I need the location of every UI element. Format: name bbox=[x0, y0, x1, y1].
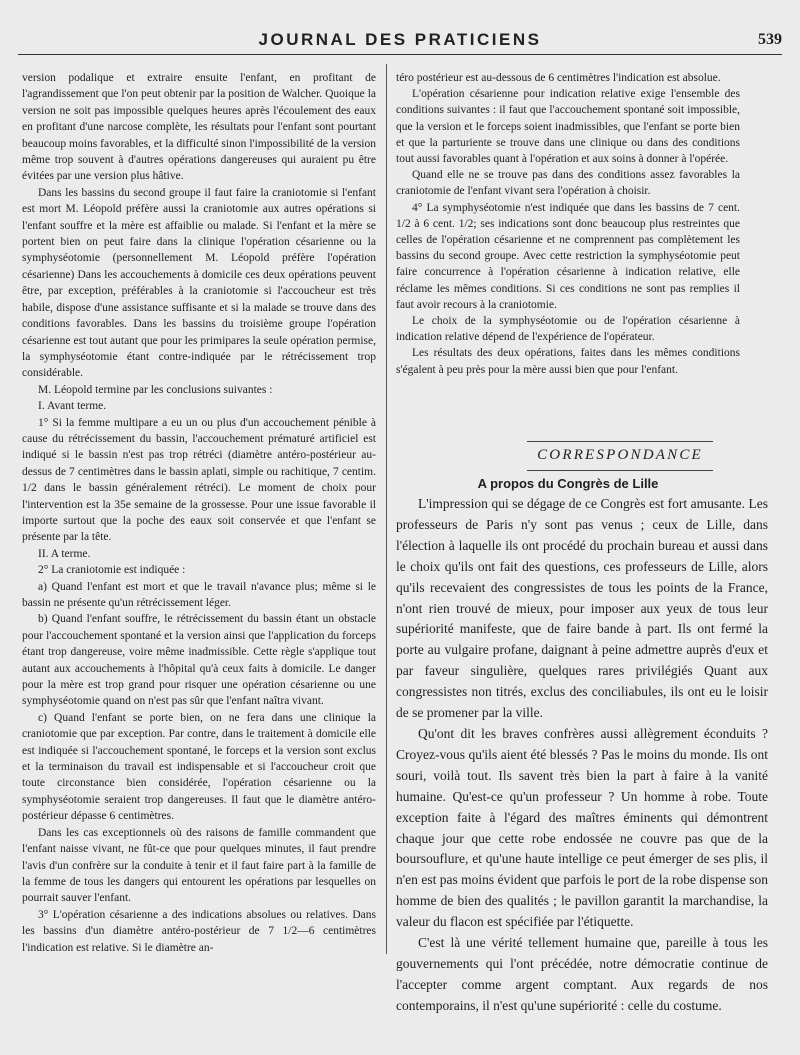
paragraph: 2° La craniotomie est indiquée : bbox=[38, 564, 186, 577]
paragraph: téro postérieur est au-dessous de 6 centimètres l'indication est absolue. bbox=[396, 72, 721, 84]
journal-title: JOURNAL DES PRATICIENS bbox=[258, 30, 542, 49]
paragraph: b) Quand l'enfant souffre, le rétrécissement du bassin étant un obstacle pour l'accouchement spontané et la version ainsi que l'application du forceps étant trop dangereuse, voire même inadmissible. Cette règle s'applique tout autant aux accouchements à l'hôpital qu'à ceux faits à domicile. Le danger pour la mère est trop grand pour risquer une opération césarienne ou une symphyséotomie quand on n'est pas sûr que l'enfant naîtra vivant. bbox=[22, 613, 376, 708]
paragraph: Dans les bassins du second groupe il faut faire la craniotomie si l'enfant est mort M. Léopold préfère aussi la craniotomie aux autres opérations si l'enfant souffre et la mère est affaiblie ou malade. Si l'enfant et la mère se portent bien on peut faire dans la clinique l'opération césarienne ou la symphyséotomie (personnellement M. Léopold préfère l'opération césarienne) Dans les accouchements à domicile ces deux opérations peuvent être, par exception, préférables à la craniotomie si l'accoucheur est très habile, dispose d'une assistance suffisante et si la malade se trouve dans des conditions favorables. Dans les bassins du troisième groupe l'opération césarienne est tout autant que pour les primipares la seule opération permise, la symphyséotomie étant contre-indiquée par le rétrécissement trop considérable. bbox=[22, 186, 376, 380]
paragraph: Qu'ont dit les braves confrères aussi allègrement éconduits ? Croyez-vous qu'ils aient été blessés ? Pas le moins du monde. Ils ont souri, voilà tout. Ils savent très bien la part à faire à la vanité humaine. Qu'est-ce qu'un professeur ? Un homme à robe. Toute exception faite à l'égard des maîtres éminents qui démontrent chaque jour que cette robe endossée ne couvre pas que de la boursouflure, et qu'une haute intellige ce peut émerger de ses plis, il n'en est pas moins évident que parfois le port de la robe dispense son homme de bien des qualités ; le pavillon garantit la marchandise, la valeur du flacon est spécifiée par l'étiquette. bbox=[396, 725, 768, 930]
page-number: 539 bbox=[758, 31, 782, 48]
paragraph: Les résultats des deux opérations, faites dans les mêmes conditions s'égalent à peu près pour la mère aussi bien que pour l'enfant. bbox=[396, 347, 740, 376]
paragraph: I. Avant terme. bbox=[38, 400, 107, 413]
paragraph: L'opération césarienne pour indication relative exige l'ensemble des conditions suivantes : il faut que l'accouchement spontané soit impossible, que la version et le forceps soient inadmissibles, que l'enfant se porte bien et que la parturiente se trouve dans une clinique ou dans des conditions tout aussi favorables quant à l'opération et aux soins à donner à l'opérée. bbox=[396, 88, 740, 166]
paragraph: a) Quand l'enfant est mort et que le travail n'avance plus; même si le bassin ne présente qu'un rétrécissement léger. bbox=[22, 580, 376, 609]
paragraph: Le choix de la symphyséotomie ou de l'opération césarienne à indication relative dépend de l'expérience de l'opérateur. bbox=[396, 315, 740, 344]
paragraph: c) Quand l'enfant se porte bien, on ne fera dans une clinique la craniotomie que par exception. Par contre, dans le traitement à domicile elle est indiquée si l'accouchement spontané, le forceps et la version sont exclus et la terminaison du travail est indispensable et si l'accoucheur croit que toute circonstance bien considérée, l'opération césarienne ou la symphyséotomie seraient trop dangereuses. Il faut que le diamètre antéro-postérieur dépasse 6 centimètres. bbox=[22, 711, 376, 823]
article-subtitle: A propos du Congrès de Lille bbox=[477, 476, 659, 491]
running-header bbox=[18, 20, 782, 55]
paragraph: L'impression qui se dégage de ce Congrès est fort amusante. Les professeurs de Paris n'y sont pas venus ; ceux de Lille, dans l'élection à laquelle ils ont procédé du prochain bureau et aussi dans le choix qu'ils ont fait des questions, ces professeurs de Lille, alors qu'ils recevaient des congressistes de tous les points de la France, n'ont rien trouvé de mieux, pour imposer aux yeux de tous leur supériorité manifeste, que de faire bande à part. Ils ont fermé la porte au vulgaire profane, daignant à peine admettre auprès d'eux et par faveur singulière, quelques rares privilégiés Quant aux congressistes non titrés, exclus des conciliabules, ils ont eu le loisir de se promener par la ville. bbox=[396, 496, 768, 721]
paragraph: Quand elle ne se trouve pas dans des conditions assez favorables la craniotomie de l'enfant vivant sera l'opération à choisir. bbox=[396, 169, 740, 198]
left-column bbox=[22, 70, 376, 956]
paragraph: C'est là une vérité tellement humaine que, pareille à tous les gouvernements qui l'ont précédée, notre démocratie continue de l'accepter comme argent comptant. Aux regards de nos contemporains, il n'est qu'une supériorité : celle du costume. bbox=[396, 935, 768, 1013]
paragraph: 4° La symphyséotomie n'est indiquée que dans les bassins de 7 cent. 1/2 à 6 cent. 1/2; ses indications sont donc beaucoup plus restreintes que celles de l'opération césarienne et ne comprennent pas complètement les bassins du second groupe. Avec cette restriction la symphyséotomie peut faire concurrence à l'opération césarienne à indication relative, elle réclame les mêmes conditions. Si ces conditions ne sont pas remplies il faut avoir recours à la craniotomie. bbox=[396, 201, 740, 311]
section-title: CORRESPONDANCE bbox=[527, 441, 713, 471]
right-column-bottom bbox=[396, 494, 768, 1017]
right-column-top bbox=[396, 70, 740, 378]
paragraph: Dans les cas exceptionnels où des raisons de famille commandent que l'enfant naisse vivant, ne fût-ce que pour quelques minutes, il faut prendre l'avis d'un confrère sur la conduite à tenir et il faut faire part à la famille de la femme de tous les dangers qui entourent les opérations par lesquelles on pourrait sauver l'enfant. bbox=[22, 826, 376, 905]
paragraph: 3° L'opération césarienne a des indications absolues ou relatives. Dans les bassins d'un diamètre antéro-postérieur de 7 1/2—6 centimètres l'indication est relative. Si le diamètre an- bbox=[22, 908, 376, 954]
paragraph: 1° Si la femme multipare a eu un ou plus d'un accouchement pénible à cause du rétrécissement du bassin, l'accouchement prématuré artificiel est indiqué si le bassin n'est pas trop rétréci (diamètre antéro-postérieur au-dessus de 7 centimètres dans le bassin aplati, simple ou rachitique, 7 centim. 1/2 dans le bassin généralement rétréci). Le moment de choix pour l'intervention est la 35e semaine de la grossesse. Pour une issue favorable il importe surtout que la poche des eaux soit conservée et que l'enfant se présente par la tête. bbox=[22, 416, 376, 544]
paragraph: M. Léopold termine par les conclusions suivantes : bbox=[38, 383, 273, 396]
paragraph: version podalique et extraire ensuite l'enfant, en profitant de l'agrandissement que l'on peut obtenir par la position de Walcher. Quoique la version ne soit pas impossible quelques heures après l'écoulement des eaux en profitant d'une narcose complète, les résultats pour l'enfant sont pourtant beaucoup moins favorables, et la difficulté sinon l'impossibilité de la version même trop souvent à d'autres opérations dangereuses qui auraient pu être évitées par une version plus hâtive. bbox=[22, 72, 376, 183]
column-divider bbox=[386, 64, 387, 954]
paragraph: II. A terme. bbox=[38, 547, 91, 560]
